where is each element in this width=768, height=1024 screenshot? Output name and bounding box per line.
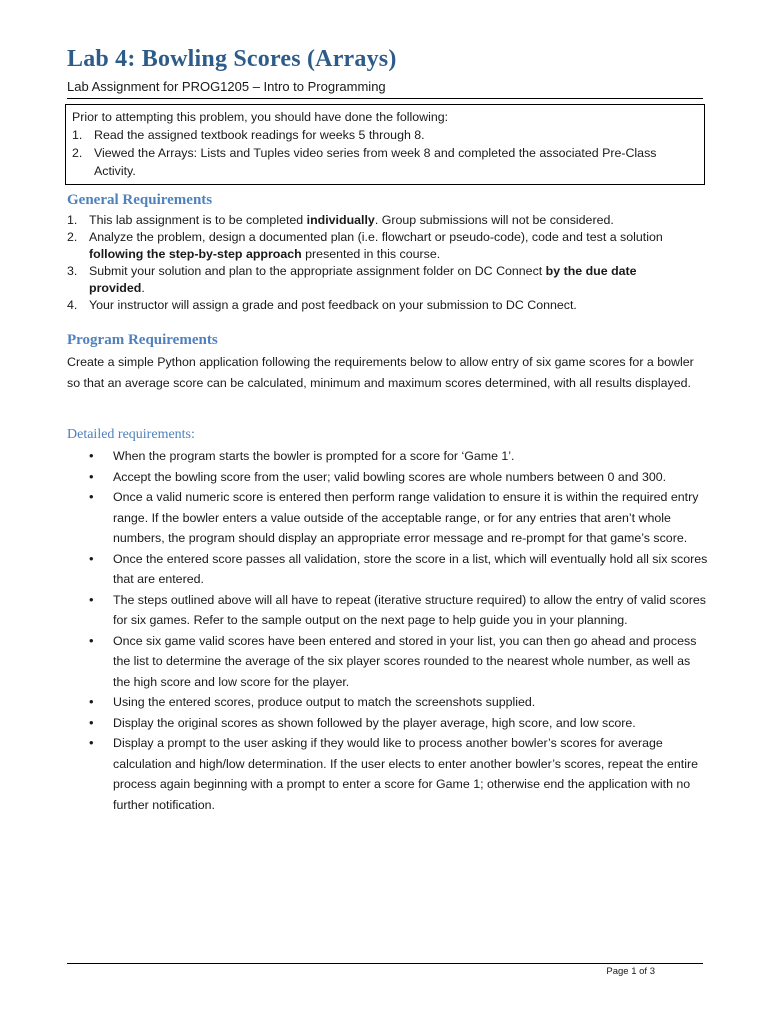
item-text: presented in this course.	[301, 247, 441, 261]
list-item	[67, 297, 687, 314]
item-text: Once six game valid scores have been entered and stored in your list, you can then go ahead and process the list to determine the average of the six player scores rounded to the nearest whole number, as well as the high score and low score for the player.	[113, 633, 697, 689]
bullet-icon: •	[89, 448, 94, 463]
bullet-icon: •	[89, 632, 94, 648]
list-item	[89, 692, 709, 713]
item-text: This lab assignment is to be completed	[89, 213, 307, 227]
item-text: Using the entered scores, produce output to match the screenshots supplied.	[113, 695, 536, 709]
list-item	[89, 713, 709, 734]
item-text: . Group submissions will not be considered.	[374, 213, 614, 227]
bullet-icon: •	[89, 714, 94, 730]
item-text: Analyze the problem, design a documented plan (i.e. flowchart or pseudo-code), code and test a solution	[89, 230, 663, 244]
bullet-icon: •	[89, 694, 94, 709]
list-item	[89, 590, 709, 631]
list-item	[67, 212, 687, 229]
list-item	[72, 126, 698, 144]
prerequisites-list	[72, 126, 698, 180]
list-item	[89, 631, 709, 693]
list-item	[89, 549, 709, 590]
prerequisites-intro: Prior to attempting this problem, you should have done the following:	[72, 110, 449, 124]
program-requirements-heading: Program Requirements	[67, 332, 218, 348]
item-text: The steps outlined above will all have to repeat (iterative structure required) to allow the entry of valid scores for six games. Refer to the sample output on the next page to help guide you in your planning.	[113, 592, 706, 627]
item-bold-text: individually	[306, 213, 375, 227]
list-item	[89, 446, 709, 467]
program-requirements-paragraph: Create a simple Python application following the requirements below to allow entry of six game scores for a bowler so that an average score can be calculated, minimum and maximum scores determined, with all results displayed.	[67, 355, 694, 390]
page-title: Lab 4: Bowling Scores (Arrays)	[67, 46, 397, 72]
item-number: 1.	[67, 213, 78, 227]
bullet-icon: •	[89, 489, 94, 504]
item-bold-text: following the step-by-step approach	[89, 247, 302, 261]
general-requirements-heading: General Requirements	[67, 192, 213, 208]
list-item	[89, 467, 709, 488]
page-subtitle: Lab Assignment for PROG1205 – Intro to Programming	[67, 79, 703, 99]
item-bold-text: by the due date provided	[89, 264, 637, 295]
item-number: 1.	[72, 128, 83, 142]
item-text: Accept the bowling score from the user; valid bowling scores are whole numbers between 0 and 300.	[113, 469, 667, 484]
detailed-requirements-heading: Detailed requirements:	[67, 427, 195, 442]
item-text: When the program starts the bowler is prompted for a score for ‘Game 1’.	[113, 449, 515, 463]
detailed-requirements-list	[89, 446, 709, 815]
item-text: Once a valid numeric score is entered then perform range validation to ensure it is within the required entry range. If the bowler enters a value outside of the acceptable range, or for any entries that aren’t whole numbers, the program should display an appropriate error message and re-prompt for that game’s score.	[113, 490, 699, 545]
item-text: Display a prompt to the user asking if they would like to process another bowler’s scores for average calculation and high/low determination. If the user elects to enter another bowler’s scores, repeat the entire process again beginning with a prompt to enter a score for Game 1; otherwise end the application with no further notification.	[113, 736, 698, 812]
item-text: Viewed the Arrays: Lists and Tuples video series from week 8 and completed the associated Pre-Class Activity.	[94, 146, 657, 178]
item-text: Read the assigned textbook readings for weeks 5 through 8.	[94, 128, 425, 142]
prerequisites-box	[65, 104, 705, 185]
bullet-icon: •	[89, 468, 94, 484]
bullet-icon: •	[89, 550, 94, 566]
list-item	[67, 263, 687, 297]
item-number: 3.	[67, 264, 78, 278]
list-item	[89, 487, 709, 549]
bullet-icon: •	[89, 591, 94, 607]
list-item	[72, 144, 698, 180]
item-text: Display the original scores as shown followed by the player average, high score, and low score.	[113, 715, 636, 730]
item-text: .	[141, 281, 145, 295]
list-item	[89, 733, 709, 815]
bullet-icon: •	[89, 735, 94, 750]
item-text: Submit your solution and plan to the appropriate assignment folder on DC Connect	[89, 264, 546, 278]
general-requirements-list	[67, 212, 687, 314]
item-text: Your instructor will assign a grade and post feedback on your submission to DC Connect.	[89, 298, 577, 312]
footer-divider	[67, 963, 703, 964]
page-number: Page 1 of 3	[606, 966, 655, 977]
item-number: 2.	[67, 230, 78, 244]
item-number: 2.	[72, 146, 83, 160]
list-item	[67, 229, 687, 263]
item-text: Once the entered score passes all validation, store the score in a list, which will eventually hold all six scores that are entered.	[113, 551, 708, 586]
item-number: 4.	[67, 298, 78, 312]
